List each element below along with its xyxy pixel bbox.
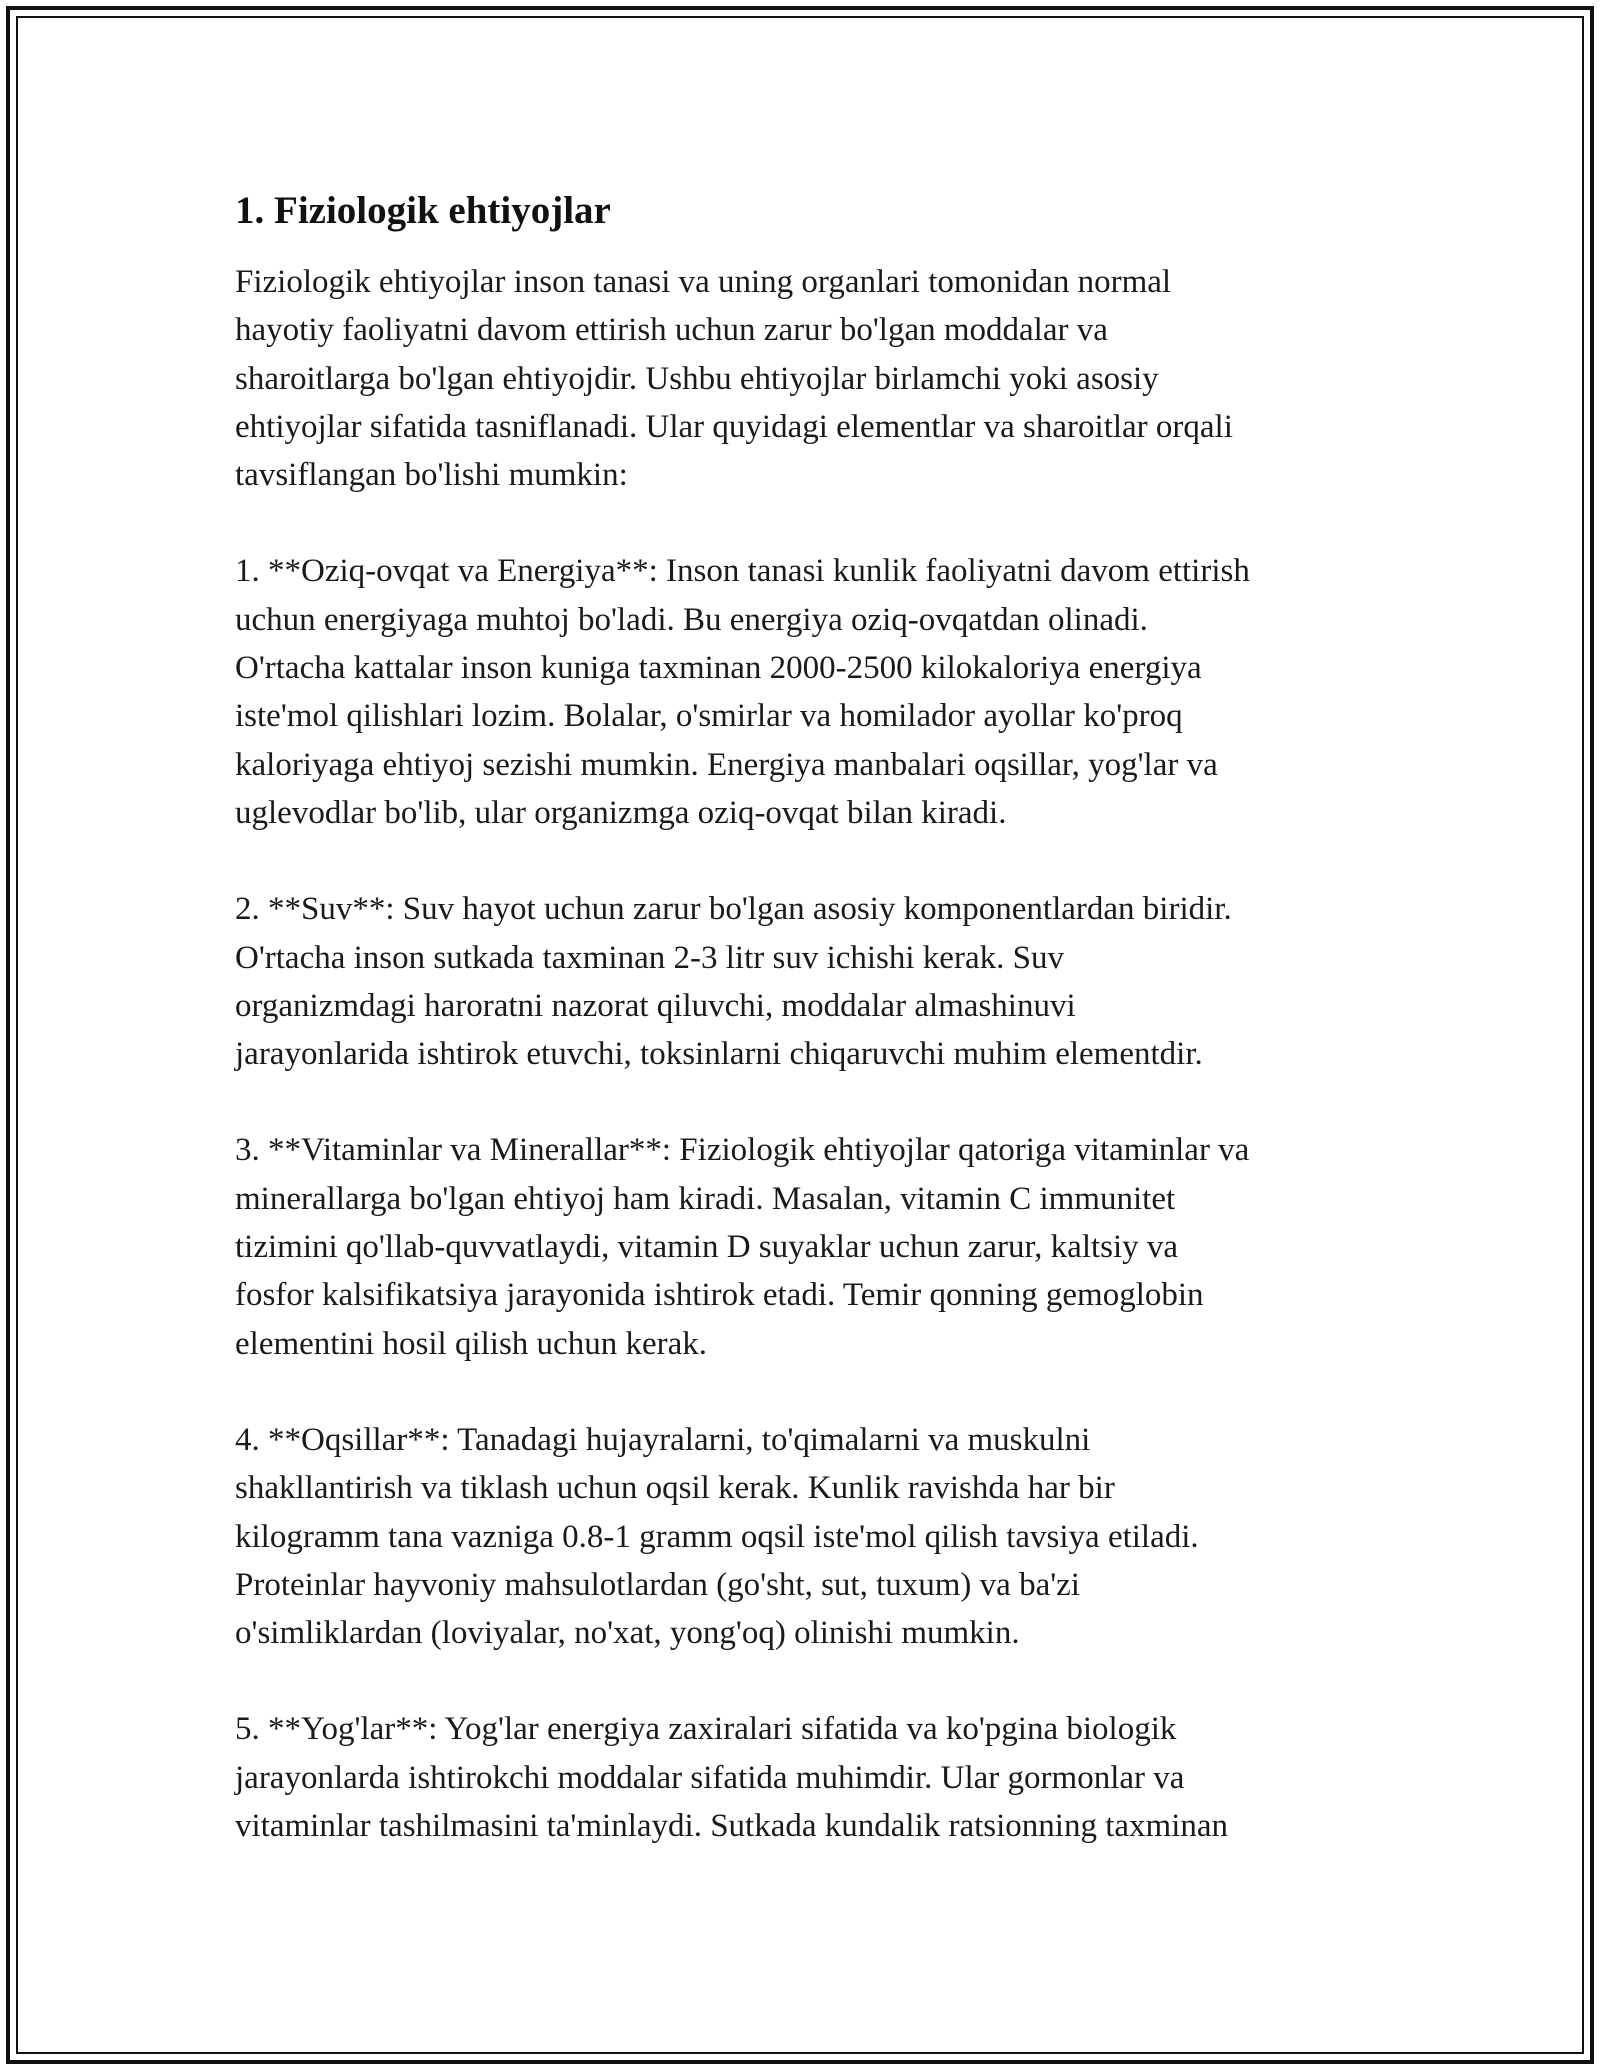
list-item-vitamins-minerals <box>235 1126 1385 1367</box>
text-line: shakllantirish va tiklash uchun oqsil kerak. Kunlik ravishda har bir <box>235 1470 1115 1507</box>
list-item-fats <box>235 1705 1385 1850</box>
text-line: uglevodlar bo'lib, ular organizmga oziq-ovqat bilan kiradi. <box>235 794 1007 831</box>
text-line: vitaminlar tashilmasini ta'minlaydi. Sutkada kundalik ratsionning taxminan <box>235 1808 1229 1845</box>
text-line: sharoitlarga bo'lgan ehtiyojdir. Ushbu ehtiyojlar birlamchi yoki asosiy <box>235 360 1159 397</box>
text-line: 2. **Suv**: Suv hayot uchun zarur bo'lgan asosiy komponentlardan biridir. <box>235 891 1232 928</box>
text-line: Fiziologik ehtiyojlar inson tanasi va uning organlari tomonidan normal <box>235 264 1172 300</box>
text-line: hayotiy faoliyatni davom ettirish uchun zarur bo'lgan moddalar va <box>235 312 1108 349</box>
text-line: kilogramm tana vazniga 0.8-1 gramm oqsil iste'mol qilish tavsiya etiladi. <box>235 1518 1199 1555</box>
text-line: elementini hosil qilish uchun kerak. <box>235 1325 707 1362</box>
text-line: Proteinlar hayvoniy mahsulotlardan (go'sht, sut, tuxum) va ba'zi <box>235 1566 1080 1603</box>
text-line: O'rtacha kattalar inson kuniga taxminan 2000-2500 kilokaloriya energiya <box>235 650 1202 687</box>
intro-paragraph <box>235 258 1385 499</box>
section-heading: 1. Fiziologik ehtiyojlar <box>235 189 611 232</box>
text-line: jarayonlarda ishtirokchi moddalar sifatida muhimdir. Ular gormonlar va <box>235 1759 1185 1796</box>
text-line: minerallarga bo'lgan ehtiyoj ham kiradi. Masalan, vitamin C immunitet <box>235 1180 1176 1217</box>
list-item-water <box>235 885 1385 1078</box>
text-line: tavsiflangan bo'lishi mumkin: <box>235 457 628 494</box>
text-line: kaloriyaga ehtiyoj sezishi mumkin. Energiya manbalari oqsillar, yog'lar va <box>235 746 1218 783</box>
list-item-food-energy <box>235 547 1385 837</box>
text-line: o'simliklardan (loviyalar, no'xat, yong'oq) olinishi mumkin. <box>235 1615 1020 1652</box>
text-line: 1. **Oziq-ovqat va Energiya**: Inson tanasi kunlik faoliyatni davom ettirish <box>235 553 1250 590</box>
text-line: jarayonlarida ishtirok etuvchi, toksinlarni chiqaruvchi muhim elementdir. <box>235 1036 1203 1073</box>
document-body <box>235 186 1385 1850</box>
text-line: 4. **Oqsillar**: Tanadagi hujayralarni, to'qimalarni va muskulni <box>235 1421 1091 1458</box>
text-line: tizimini qo'llab-quvvatlaydi, vitamin D suyaklar uchun zarur, kaltsiy va <box>235 1229 1179 1266</box>
list-item-proteins <box>235 1416 1385 1657</box>
text-line: 3. **Vitaminlar va Minerallar**: Fiziologik ehtiyojlar qatoriga vitaminlar va <box>235 1132 1250 1169</box>
text-line: iste'mol qilishlari lozim. Bolalar, o'smirlar va homilador ayollar ko'proq <box>235 698 1183 735</box>
text-line: ehtiyojlar sifatida tasniflanadi. Ular quyidagi elementlar va sharoitlar orqali <box>235 408 1233 445</box>
text-line: uchun energiyaga muhtoj bo'ladi. Bu energiya oziq-ovqatdan olinadi. <box>235 601 1148 638</box>
text-line: O'rtacha inson sutkada taxminan 2-3 litr suv ichishi kerak. Suv <box>235 939 1064 976</box>
text-line: fosfor kalsifikatsiya jarayonida ishtirok etadi. Temir qonning gemoglobin <box>235 1277 1204 1314</box>
text-line: organizmdagi haroratni nazorat qiluvchi, moddalar almashinuvi <box>235 987 1076 1024</box>
text-line: 5. **Yog'lar**: Yog'lar energiya zaxiralari sifatida va ko'pgina biologik <box>235 1711 1177 1748</box>
